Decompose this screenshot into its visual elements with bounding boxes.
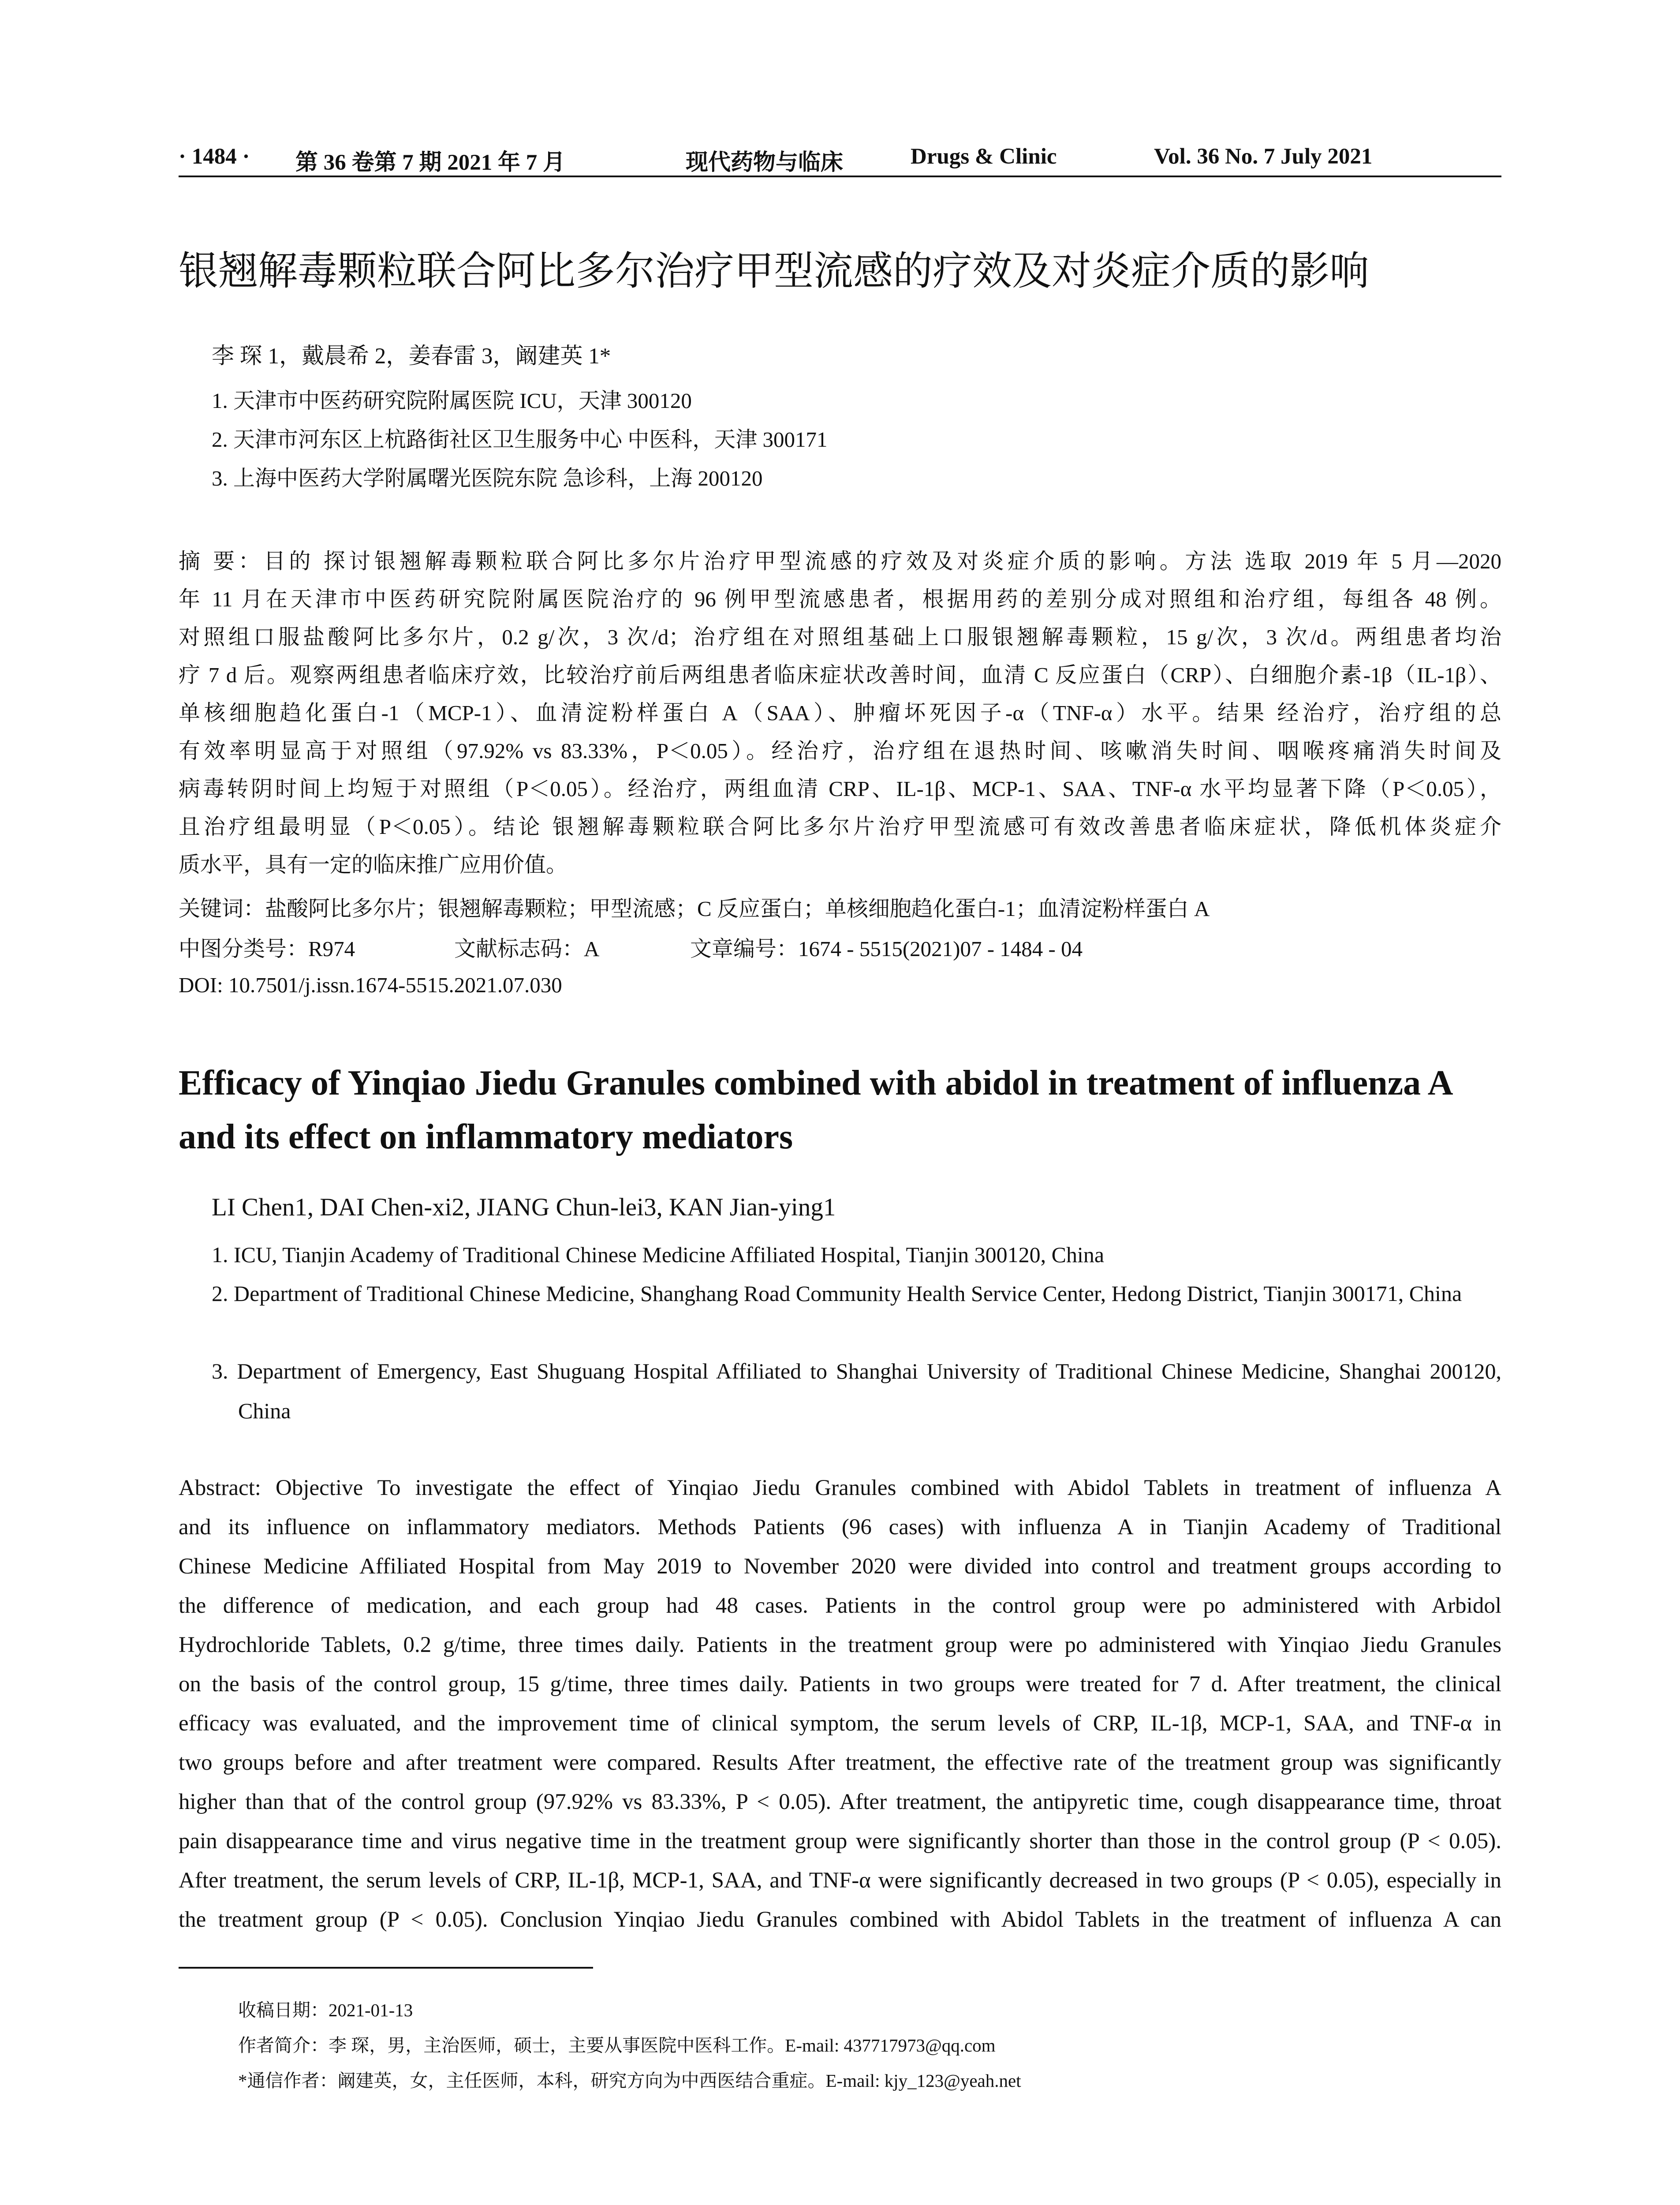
english-authors: LI Chen1, DAI Chen-xi2, JIANG Chun-lei3, KAN Jian-ying1	[212, 1193, 836, 1221]
english-affiliation-3: 3. Department of Emergency, East Shuguang Hospital Affiliated to Shanghai University of Traditional Chinese Medicine, Shanghai 200120, China	[212, 1359, 1501, 1423]
english-abstract-line: the difference of medication, and each group had 48 cases. Patients in the control group were po administered with Arbidol	[179, 1593, 1501, 1618]
chinese-abstract-line: 病毒转阴时间上均短于对照组（P＜0.05）。经治疗，两组血清 CRP、IL-1β、MCP-1、SAA、TNF-α 水平均显著下降（P＜0.05），	[179, 777, 1501, 801]
chinese-affiliation-2: 2. 天津市河东区上杭路街社区卫生服务中心 中医科，天津 300171	[212, 427, 828, 452]
journal-name-cn: 现代药物与临床	[686, 150, 844, 175]
chinese-authors: 李 琛 1，戴晨希 2，姜春雷 3，阚建英 1*	[212, 344, 611, 369]
english-abstract-line: the treatment group (P < 0.05). Conclusion Yinqiao Jiedu Granules combined with Abidol Tablets in the treatment of influenza A can	[179, 1907, 1501, 1932]
english-abstract-line: Hydrochloride Tablets, 0.2 g/time, three times daily. Patients in the treatment group were po administered with Yinqiao Jiedu Granules	[179, 1633, 1501, 1657]
doi: DOI: 10.7501/j.issn.1674-5515.2021.07.030	[179, 973, 562, 997]
english-abstract-line: two groups before and after treatment were compared. Results After treatment, the effective rate of the treatment group was significantly	[179, 1750, 1501, 1775]
english-abstract-line: on the basis of the control group, 15 g/time, three times daily. Patients in two groups were treated for 7 d. After treatment, the clinical	[179, 1672, 1501, 1697]
chinese-abstract	[179, 542, 1501, 886]
chinese-abstract-line: 对照组口服盐酸阿比多尔片，0.2 g/次，3 次/d；治疗组在对照组基础上口服银翘解毒颗粒，15 g/次，3 次/d。两组患者均治	[179, 625, 1501, 649]
chinese-abstract-line: 年 11 月在天津市中医药研究院附属医院治疗的 96 例甲型流感患者，根据用药的差别分成对照组和治疗组，每组各 48 例。	[179, 587, 1501, 611]
chinese-abstract-line: 质水平，具有一定的临床推广应用价值。	[179, 852, 568, 877]
english-abstract-line: Abstract: Objective To investigate the effect of Yinqiao Jiedu Granules combined with Abidol Tablets in treatment of influenza A	[179, 1476, 1501, 1500]
author-bio: 作者简介：李 琛，男，主治医师，硕士，主要从事医院中医科工作。E-mail: 437717973@qq.com	[238, 2035, 996, 2056]
chinese-abstract-line: 疗 7 d 后。观察两组患者临床疗效，比较治疗前后两组患者临床症状改善时间，血清 C 反应蛋白（CRP）、白细胞介素-1β（IL-1β）、	[179, 663, 1501, 687]
english-abstract-line: efficacy was evaluated, and the improvement time of clinical symptom, the serum levels of CRP, IL-1β, MCP-1, SAA, and TNF-α in	[179, 1711, 1501, 1736]
volume-cn: 第 36 卷第 7 期 2021 年 7 月	[295, 150, 566, 175]
classification-number: 中图分类号：R974	[179, 937, 355, 961]
chinese-title: 银翘解毒颗粒联合阿比多尔治疗甲型流感的疗效及对炎症介质的影响	[179, 248, 1369, 294]
english-abstract-line: pain disappearance time and virus negative time in the treatment group were significantly shorter than those in the control group (P < 0.05).	[179, 1829, 1501, 1854]
footnote-rule	[179, 1967, 593, 1969]
chinese-affiliation-3: 3. 上海中医药大学附属曙光医院东院 急诊科，上海 200120	[212, 466, 763, 490]
english-affiliation-2: 2. Department of Traditional Chinese Medicine, Shanghang Road Community Health Service Center, Hedong District, Tianjin 300171, China	[212, 1281, 1462, 1306]
english-affiliation-1: 1. ICU, Tianjin Academy of Traditional Chinese Medicine Affiliated Hospital, Tianjin 300120, China	[212, 1242, 1105, 1267]
english-abstract-line: Chinese Medicine Affiliated Hospital from May 2019 to November 2020 were divided into control and treatment groups according to	[179, 1554, 1501, 1579]
chinese-affiliation-1: 1. 天津市中医药研究院附属医院 ICU，天津 300120	[212, 389, 692, 413]
english-title: Efficacy of Yinqiao Jiedu Granules combined with abidol in treatment of influenza A and its effect on inflammatory mediators	[179, 1064, 1452, 1156]
page-number: · 1484 ·	[179, 144, 250, 169]
english-abstract-line: higher than that of the control group (97.92% vs 83.33%, P < 0.05). After treatment, the antipyretic time, cough disappearance time, throat	[179, 1790, 1501, 1814]
chinese-abstract-line: 有效率明显高于对照组（97.92% vs 83.33%，P＜0.05）。经治疗，治疗组在退热时间、咳嗽消失时间、咽喉疼痛消失时间及	[179, 739, 1501, 763]
chinese-abstract-line: 且治疗组最明显（P＜0.05）。结论 银翘解毒颗粒联合阿比多尔片治疗甲型流感可有效改善患者临床症状，降低机体炎症介	[179, 815, 1501, 839]
corresponding-author: *通信作者：阚建英，女，主任医师，本科，研究方向为中西医结合重症。E-mail: kjy_123@yeah.net	[238, 2070, 1021, 2091]
volume-en: Vol. 36 No. 7 July 2021	[1154, 144, 1373, 169]
english-abstract	[179, 1469, 1501, 1945]
chinese-abstract-line: 摘 要：目的 探讨银翘解毒颗粒联合阿比多尔片治疗甲型流感的疗效及对炎症介质的影响。方法 选取 2019 年 5 月—2020	[179, 549, 1501, 573]
journal-name-en: Drugs & Clinic	[911, 144, 1057, 169]
received-date: 收稿日期：2021-01-13	[238, 2000, 413, 2020]
chinese-abstract-line: 单核细胞趋化蛋白-1（MCP-1）、血清淀粉样蛋白 A（SAA）、肿瘤坏死因子-α（TNF-α）水平。结果 经治疗，治疗组的总	[179, 701, 1501, 725]
header-rule	[179, 176, 1501, 177]
english-abstract-line: and its influence on inflammatory mediators. Methods Patients (96 cases) with influenza A in Tianjin Academy of Traditional	[179, 1515, 1501, 1540]
document-code: 文献标志码：A	[454, 937, 600, 961]
running-header	[179, 140, 1501, 175]
english-abstract-line: After treatment, the serum levels of CRP, IL-1β, MCP-1, SAA, and TNF-α were significantly decreased in two groups (P < 0.05), especially in	[179, 1868, 1501, 1893]
keywords	[179, 890, 1501, 925]
article-number: 文章编号：1674 - 5515(2021)07 - 1484 - 04	[690, 937, 1083, 961]
keywords-text: 关键词：盐酸阿比多尔片；银翘解毒颗粒；甲型流感；C 反应蛋白；单核细胞趋化蛋白-1；血清淀粉样蛋白 A	[179, 897, 1210, 921]
